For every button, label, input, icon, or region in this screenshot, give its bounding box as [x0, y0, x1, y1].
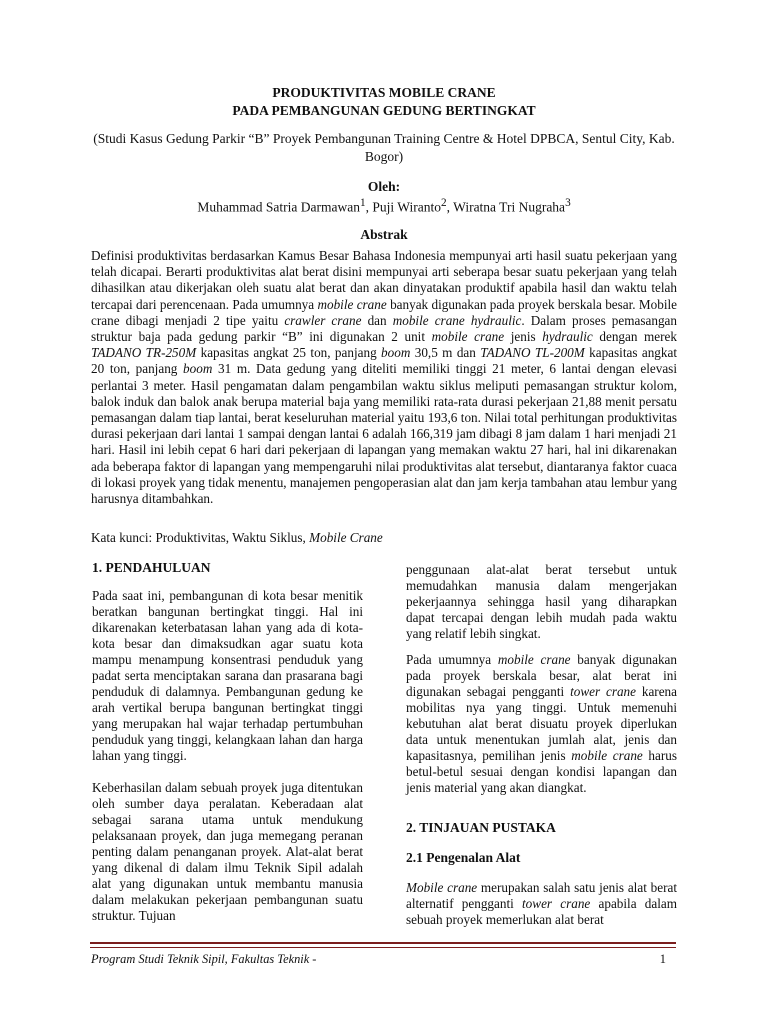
- author-2: , Puji Wiranto: [365, 199, 441, 215]
- footer-department: Program Studi Teknik Sipil, Fakultas Teknik -: [91, 952, 317, 966]
- keywords: [91, 530, 677, 546]
- abstract-italic: crawler crane: [284, 312, 362, 328]
- paragraph-italic: tower crane: [522, 896, 591, 911]
- author-3: , Wiratna Tri Nugraha: [446, 199, 566, 215]
- title-line-2: PADA PEMBANGUNAN GEDUNG BERTINGKAT: [232, 103, 536, 118]
- abstract-text: jenis: [504, 329, 543, 345]
- paragraph-italic: mobile crane: [497, 652, 571, 667]
- paragraph: penggunaan alat-alat berat tersebut untuk memudahkan manusia dalam mengerjakan pekerjaannya sehingga hasil yang diharapkan dapat tercapai dengan lebih mudah pada waktu yang relatif lebih singkat.: [406, 562, 677, 641]
- left-column: [92, 560, 363, 924]
- abstract-text: 30,5 m dan: [410, 345, 481, 361]
- abstract-italic: TADANO TR-250M: [91, 345, 197, 361]
- abstract-italic: hydraulic: [542, 329, 593, 345]
- paragraph-text: apabila dalam sebuah proyek memerlukan alat berat: [406, 896, 677, 927]
- abstract-italic: mobile crane: [317, 296, 387, 312]
- right-column: [406, 562, 677, 928]
- oleh-label: Oleh:: [367, 179, 401, 194]
- author-1: Muhammad Satria Darmawan: [197, 199, 361, 215]
- paragraph: [406, 880, 677, 928]
- footer-rule-thin: [90, 947, 676, 948]
- abstract-text: kapasitas angkat 25 ton, panjang: [196, 345, 382, 361]
- paragraph-text: merupakan salah satu jenis alat berat alternatif pengganti: [406, 880, 677, 911]
- abstract-heading: Abstrak: [360, 227, 408, 242]
- abstract-body: [91, 248, 677, 507]
- section-heading-tinjauan: 2. TINJAUAN PUSTAKA: [406, 820, 556, 835]
- abstract-italic: boom: [183, 361, 213, 377]
- author-3-affiliation: 3: [565, 197, 571, 209]
- subsection-heading-pengenalan: 2.1 Pengenalan Alat: [406, 850, 521, 865]
- paragraph: Keberhasilan dalam sebuah proyek juga ditentukan oleh sumber daya peralatan. Keberadaan alat sebagai sarana utama untuk mendukung pelaksanaan proyek, dan juga memegang peranan penting dalam penanganan proyek. Alat-alat berat yang dikenal di dalam ilmu Teknik Sipil adalah alat yang digunakan untuk membantu manusia dalam melakukan pekerjaan pembangunan suatu struktur. Tujuan: [92, 780, 363, 923]
- paragraph: [406, 652, 677, 796]
- keywords-label: Kata kunci: Produktivitas, Waktu Siklus,: [91, 530, 310, 545]
- author-2-affiliation: 2: [440, 197, 447, 209]
- paragraph-text: Pada umumnya: [406, 652, 498, 667]
- abstract-text: dan: [361, 312, 393, 328]
- section-heading-pendahuluan: 1. PENDAHULUAN: [92, 560, 211, 575]
- paragraph: Pada saat ini, pembangunan di kota besar menitik beratkan bangunan bertingkat tinggi. Hal ini dikarenakan keterbatasan lahan yang ada di kota-kota besar dan dimaksudkan agar suatu kota mampu menampung konsentrasi penduduk yang padat serta menciptakan sarana dan prasarana bagi penduduk di dalamnya. Pembangunan gedung ke arah vertikal berupa bangunan bertingkat tinggi yang merupakan hal wajar terhadap pertumbuhan penduduk yang tinggi, kelangkaan lahan dan harga lahan yang tinggi.: [92, 588, 363, 763]
- author-list: [90, 194, 678, 217]
- abstract-text: dengan merek: [592, 329, 677, 345]
- abstract-italic: mobile crane hydraulic: [392, 312, 522, 328]
- abstract-italic: TADANO TL-200M: [480, 345, 585, 361]
- paragraph-text: harus betul-betul sesuai dengan kondisi lapangan dan jenis material yang akan diangkat.: [406, 748, 677, 795]
- paragraph-italic: Mobile crane: [406, 880, 478, 895]
- abstract-text: kapasitas angkat 20 ton, panjang: [91, 345, 677, 377]
- author-1-affiliation: 1: [360, 197, 366, 209]
- paper-title: [90, 84, 678, 120]
- abstract-text: 31 m. Data gedung yang diteliti memiliki tinggi 21 meter, 6 lantai dengan elevasi perlantai 3 meter. Hasil pengamatan dalam pengambilan waktu siklus meliputi pemasangan struktur kolom, balok induk dan balok anak berupa material baja yang memiliki rata-rata durasi pekerjaan 21,88 menit persatu pemasangan dalam tiap lantai, berat keseluruhan material yaitu 193,6 ton. Nilai total perhitungan produktivitas durasi pekerjaan dari lantai 1 sampai dengan lantai 6 adalah 166,319 jam dibagi 8 jam dalam 1 hari menjadi 21 hari. Hasil ini lebih cepat 6 hari dari pekerjaan di lapangan yang memakan waktu 27 hari, hal ini dikarenakan ada beberapa faktor di lapangan yang mempengaruhi nilai produktivitas alat tersebut, diantaranya faktor cuaca di lokasi proyek yang tidak menentu, manajemen pengoperasian alat dan jam kerja tambahan atau lembur yang harusnya ditambahkan.: [91, 361, 677, 507]
- paragraph-text: karena mobilitas nya yang tinggi. Untuk memenuhi kebutuhan alat berat disuatu proyek diperlukan data untuk menentukan jumlah alat, jenis dan kapasitasnya, pemilihan jenis: [406, 684, 677, 763]
- keywords-italic: Mobile Crane: [309, 530, 383, 545]
- page-number: 1: [659, 952, 666, 966]
- abstract-text: banyak digunakan pada proyek berskala besar. Mobile crane dibagi menjadi 2 tipe yaitu: [91, 296, 678, 328]
- abstract-italic: mobile crane: [431, 329, 505, 345]
- abstract-text: Definisi produktivitas berdasarkan Kamus Besar Bahasa Indonesia mempunyai arti hasil suatu pekerjaan yang telah dicapai. Berarti produktivitas alat berat disini mempunyai arti seberapa besar suatu pekerjaan yang telah dihasilkan atau dikerjakan oleh suatu alat berat dan akan dinyatakan produktif apabila hasil dan waktu telah tercapai dari perencenaan. Pada umumnya: [91, 248, 677, 312]
- abstract-text: . Dalam proses pemasangan struktur baja pada gedung parkir “B” ini digunakan 2 unit: [91, 312, 677, 345]
- abstract-italic: boom: [381, 345, 411, 361]
- paragraph-italic: mobile crane: [571, 748, 643, 763]
- footer-rule-thick: [90, 942, 676, 944]
- paragraph-italic: tower crane: [570, 684, 636, 699]
- title-line-1: PRODUKTIVITAS MOBILE CRANE: [272, 85, 496, 100]
- case-study-subtitle: (Studi Kasus Gedung Parkir “B” Proyek Pembangunan Training Centre & Hotel DPBCA, Sentul City, Kab. Bogor): [93, 131, 675, 164]
- paragraph-text: banyak digunakan pada proyek berskala besar, alat berat ini digunakan sebagai pengganti: [406, 652, 677, 699]
